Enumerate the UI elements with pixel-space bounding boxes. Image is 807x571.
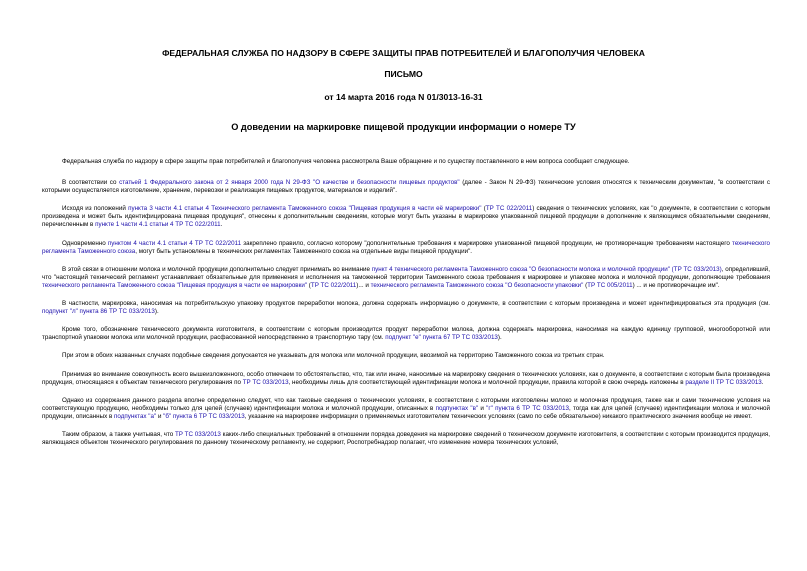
labeling-regulation-link[interactable]: технического регламента Таможенного союза "Пищевая продукция в части ее маркировки": [42, 281, 308, 289]
tr-ts-005-link[interactable]: ТР ТС 005/2011: [587, 281, 633, 289]
tr-ts-033-section-2-link[interactable]: разделе II ТР ТС 033/2013: [685, 378, 762, 386]
paragraph-8: При этом в обоих названных случаях подобные сведения допускается не указывать для молока или молочной продукции, ввозимой на территорию Таможенного союза из третьих стран.: [62, 352, 605, 360]
customs-union-regulation-link[interactable]: технического регламента Таможенного союза: [42, 239, 770, 255]
document-body: [42, 158, 770, 457]
paragraph-6: В частности, маркировка, наносимая на потребительскую упаковку продуктов переработки молока, должна содержать информацию о документе, в соответствии с которым произведена и может идентифицироваться эта продукция (см. подпункт "л" пункта 86 ТР ТС 033/2013).: [42, 300, 770, 316]
tr-ts-022-clause-1-link[interactable]: пункте 1 части 4.1 статьи 4 ТР ТС 022/2011: [95, 221, 221, 229]
paragraph-3: Исходя из положений пункта 3 части 4.1 статьи 4 Технического регламента Таможенного союза "Пищевая продукция в части её маркировки" (ТР ТС 022/2011) сведения о технических условиях, как "о документе, в соответствии с которым произведена и может быть идентифицирована пищевая продукция", отнесены к дополнительным сведениям, которые могут быть указаны в маркировке упакованной пищевой продукции в дополнение к являющимся обязательными сведениям, перечисленным в пункте 1 части 4.1 статьи 4 ТР ТС 022/2011.: [42, 205, 770, 229]
document-type: ПИСЬМО: [384, 69, 423, 79]
paragraph-10: Однако из содержания данного раздела вполне определенно следует, что как таковые сведения о технических условиях, в соответствии с которыми изготовлены молоко и молочная продукция, также как и сами технические условия на соответствующую продукцию, необходимы только для целей (случаев) идентификации молока и молочной продукции, описанных в подпунктах "в" и "г" пункта 6 ТР ТС 033/2013, тогда как для целей (случаев) идентификации молока и молочной продукции, описанных в подпунктах "а" и "б" пункта 6 ТР ТС 033/2013, указание на маркировке информации о применяемых изготовителем технических условиях (само по себе обязательное) никакого практического значения вообще не имеет.: [42, 396, 770, 420]
tr-ts-033-point-6g-link[interactable]: "г" пункта 6 ТР ТС 033/2013: [486, 404, 569, 412]
subparagraph-a-link[interactable]: подпунктах "а": [114, 412, 157, 420]
document-date-number: от 14 марта 2016 года N 01/3013-16-31: [324, 92, 483, 102]
paragraph-4: Одновременно пунктом 4 части 4.1 статьи 4 ТР ТС 022/2011 закреплено правило, согласно которому "дополнительные требования к маркировке упакованной пищевой продукции, не противоречащие требованиям настоящего технического регламента Таможенного союза, могут быть установлены в технических регламентах Таможенного союза на отдельные виды пищевой продукции".: [42, 239, 770, 255]
law-29fz-article-1-link[interactable]: статьей 1 Федерального закона от 2 января 2000 года N 29-ФЗ "О качестве и безопасности пищевых продуктов": [119, 179, 460, 187]
document-subject: О доведении на маркировке пищевой продукции информации о номере ТУ: [231, 122, 576, 132]
tr-ts-022-clause-3-link[interactable]: пункта 3 части 4.1 статьи 4 Технического регламента Таможенного союза "Пищевая продукция в части её маркировки": [128, 205, 482, 213]
tr-ts-033-link[interactable]: ТР ТС 033/2013: [242, 378, 289, 386]
tr-ts-033-point-67-link[interactable]: подпункт "е" пункта 67 ТР ТС 033/2013: [385, 334, 498, 342]
tr-ts-033-point-86-link[interactable]: подпункт "л" пункта 86 ТР ТС 033/2013: [42, 308, 155, 316]
tr-ts-033-link[interactable]: ТР ТС 033/2013: [174, 430, 221, 438]
packaging-regulation-link[interactable]: технического регламента Таможенного союза "О безопасности упаковки": [370, 281, 584, 289]
tr-ts-033-point-6b-link[interactable]: "б" пункта 6 ТР ТС 033/2013: [163, 412, 245, 420]
paragraph-11: Таким образом, а также учитывая, что ТР ТС 033/2013 каких-либо специальных требований в отношении порядка доведения на маркировке сведений о техническом документе изготовителя, в соответствии с которым производится продукция, являющаяся объектом технического регулирования по данному техническому регламенту, не содержит, Роспотребнадзор полагает, что изменение номера технических условий,: [42, 430, 770, 447]
tr-ts-022-clause-4-link[interactable]: пунктом 4 части 4.1 статьи 4 ТР ТС 022/2011: [107, 239, 242, 247]
agency-title: ФЕДЕРАЛЬНАЯ СЛУЖБА ПО НАДЗОРУ В СФЕРЕ ЗАЩИТЫ ПРАВ ПОТРЕБИТЕЛЕЙ И БЛАГОПОЛУЧИЯ ЧЕЛОВЕКА: [162, 48, 645, 58]
tr-ts-022-link[interactable]: ТР ТС 022/2011: [310, 281, 357, 289]
paragraph-9: Принимая во внимание совокупность всего вышеизложенного, особо отмечаем то обстоятельство, что, так или иначе, наносимые на маркировку сведения о технических условиях, как о документе, в соответствии с которым была произведена продукция, относящаяся к объектам технического регулирования по ТР ТС 033/2013, необходимы лишь для соответствующей идентификации молока и молочной продукции, правила которой в свою очередь изложены в разделе II ТР ТС 033/2013.: [42, 370, 770, 386]
paragraph-7: Кроме того, обозначение технического документа изготовителя, в соответствии с которым производится продукт переработки молока, должна содержать маркировка, наносимая на каждую единицу групповой, многооборотной или транспортной упаковки молока или молочной продукции, расфасованной непосредственно в транспортную тару (см. подпункт "е" пункта 67 ТР ТС 033/2013).: [42, 326, 770, 342]
paragraph-2: В соответствии со статьей 1 Федерального закона от 2 января 2000 года N 29-ФЗ "О качестве и безопасности пищевых продуктов" (далее - Закон N 29-ФЗ) технические условия относятся к техническим документам, "в соответствии с которыми осуществляется изготовление, хранение, перевозки и реализация пищевых продуктов, материалов и изделий".: [42, 179, 770, 195]
subparagraph-v-link[interactable]: подпунктах "в": [435, 404, 479, 412]
paragraph-1: Федеральная служба по надзору в сфере защиты прав потребителей и благополучия человека рассмотрела Ваше обращение и по существу поставленного в нем вопроса сообщает следующее.: [62, 158, 630, 165]
tr-ts-022-link[interactable]: ТР ТС 022/2011: [485, 205, 533, 213]
tr-ts-033-point-4-link[interactable]: пункт 4 технического регламента Таможенного союза "О безопасности молока и молочной продукции" (ТР ТС 033/2013): [371, 265, 722, 273]
paragraph-5: В этой связи в отношении молока и молочной продукции дополнительно следует принимать во внимание пункт 4 технического регламента Таможенного союза "О безопасности молока и молочной продукции" (ТР ТС 033/2013), определивший, что "настоящий технический регламент устанавливает обязательные для применения и исполнения на таможенной территории Таможенного союза требования к маркировке и упаковке молока и молочной продукции, дополняющие требования технического регламента Таможенного союза "Пищевая продукция в части ее маркировки" (ТР ТС 022/2011)... и технического регламента Таможенного союза "О безопасности упаковки" (ТР ТС 005/2011) ... и не противоречащие им".: [42, 265, 770, 289]
